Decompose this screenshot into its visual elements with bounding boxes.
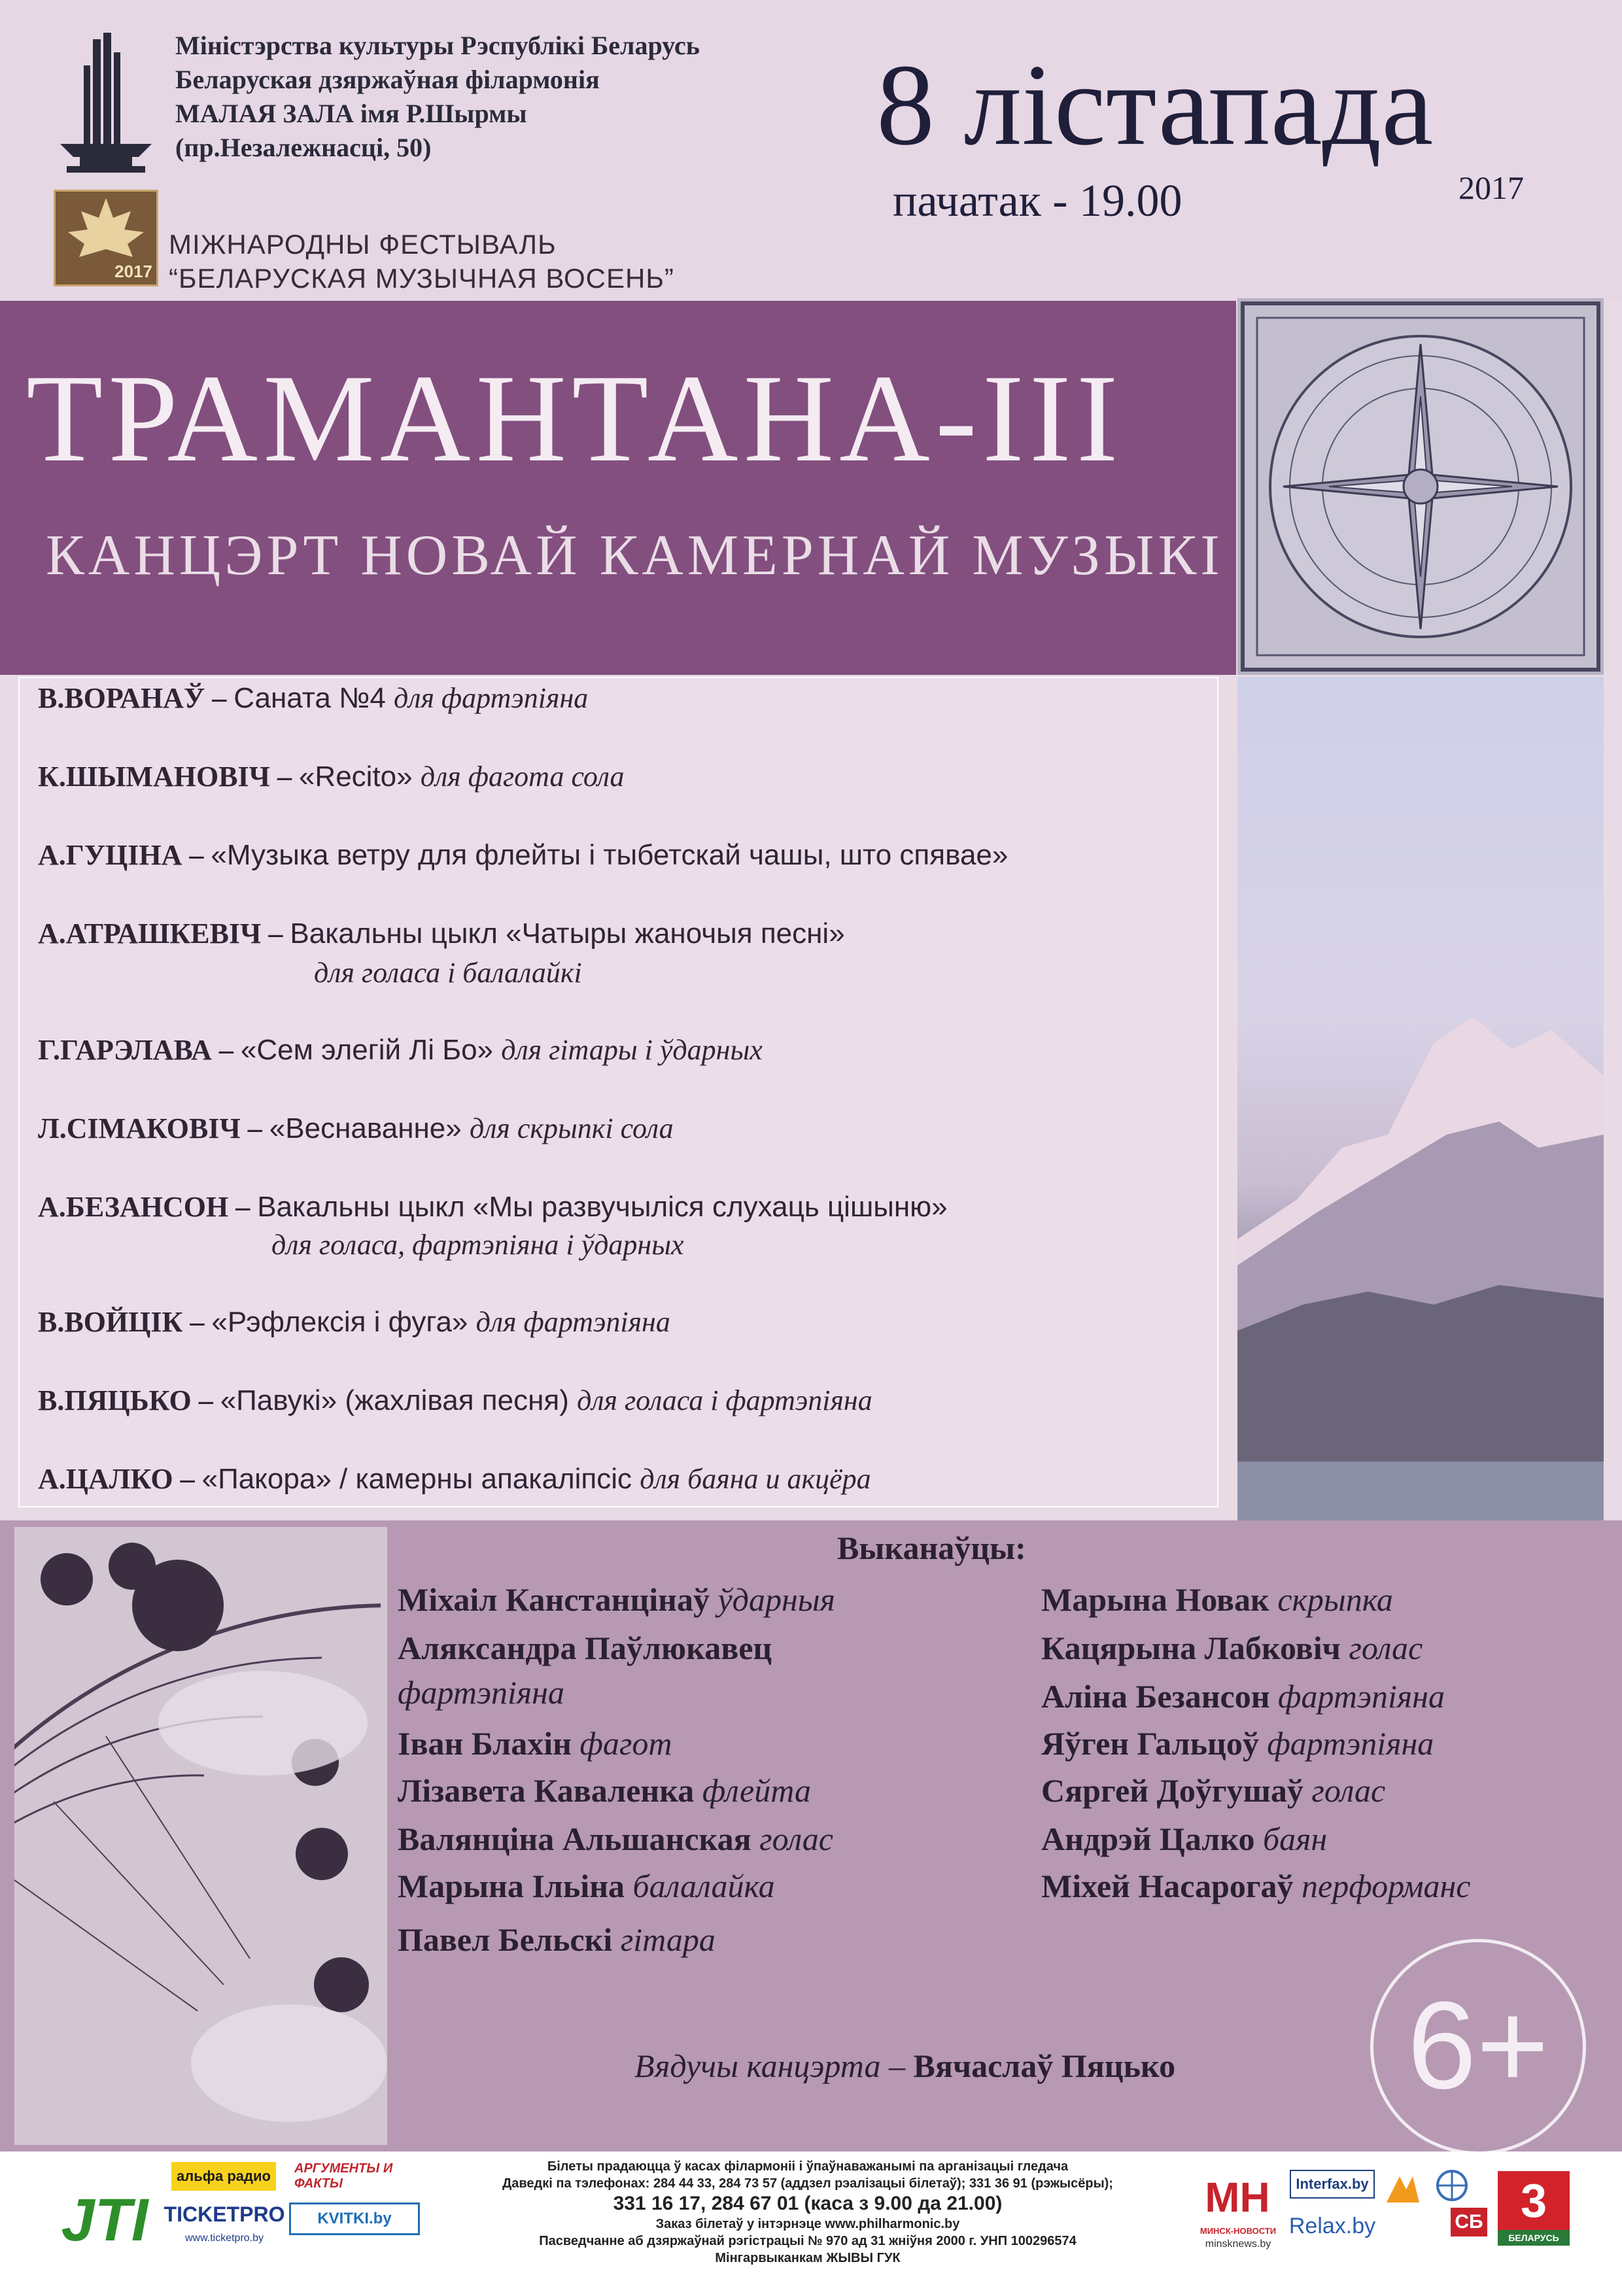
host-label: Вядучы канцэрта	[634, 2048, 881, 2084]
performer-name: Кацярына Лабковіч	[1041, 1630, 1341, 1666]
ticketpro-logo: TICKETPRO	[164, 2202, 285, 2226]
festival-line: МІЖНАРОДНЫ ФЕСТЫВАЛЬ	[169, 229, 557, 260]
performer-role: баян	[1254, 1821, 1328, 1857]
performer-role: фагот	[571, 1725, 672, 1762]
ticketpro-url: www.ticketpro.by	[184, 2233, 264, 2244]
performer	[398, 1581, 835, 1618]
concert-date: 8 лістапада	[876, 40, 1434, 169]
belarus3-logo: 3	[1498, 2171, 1570, 2231]
concert-title: ТРАМАНТАНА-III	[26, 349, 1124, 488]
work-title: «Сем элегій Лі Бо»	[240, 1034, 502, 1066]
instrumentation: для скрыпкі сола	[469, 1112, 674, 1144]
performer-name: Яўген Гальцоў	[1041, 1725, 1259, 1762]
organ-logo-icon	[54, 26, 158, 183]
program-item	[38, 1110, 674, 1147]
performer-role: голас	[751, 1821, 833, 1857]
performer-name: Марына Новак	[1041, 1581, 1269, 1618]
performer-role: перформанс	[1293, 1868, 1471, 1904]
performer	[398, 1725, 672, 1762]
composer: А.ЦАЛКО –	[38, 1463, 202, 1495]
performer	[398, 1921, 716, 1958]
minsknews-url: minsknews.by	[1205, 2238, 1271, 2250]
program-item	[38, 680, 588, 717]
mountain-icon	[1237, 677, 1604, 1520]
work-title: «Павукі» (жахлівая песня)	[220, 1384, 578, 1416]
org-line: МАЛАЯ ЗАЛА імя Р.Шырмы	[175, 99, 527, 128]
argumenty-fakty-logo: АРГУМЕНТЫ И ФАКТЫ	[294, 2161, 393, 2191]
instrumentation: для фартэпіяна	[475, 1306, 670, 1338]
performer-role: ўдарныя	[709, 1581, 835, 1618]
festival-name	[169, 228, 674, 296]
performer	[1041, 1678, 1445, 1715]
composer: В.ВОЙЦІК –	[38, 1306, 212, 1338]
performer-name: Аліна Безансон	[1041, 1678, 1270, 1715]
performer-role: скрыпка	[1269, 1581, 1393, 1618]
instrumentation: для гітары і ўдарных	[501, 1034, 763, 1066]
program-item	[38, 837, 1008, 874]
performer-name: Лізавета Каваленка	[398, 1772, 695, 1809]
ticket-phones: 331 16 17, 284 67 01 (каса з 9.00 да 21.00)	[613, 2193, 1003, 2214]
program-item	[38, 759, 625, 795]
performer-name: Валянціна Альшанская	[398, 1821, 751, 1857]
work-title: «Веснаванне»	[269, 1112, 470, 1144]
composer: Л.СІМАКОВІЧ –	[38, 1112, 269, 1144]
org-line: Беларуская дзяржаўная філармонія	[175, 65, 600, 94]
performer-name: Сяргей Доўгушаў	[1041, 1772, 1303, 1809]
winds-engraving-image	[14, 1527, 387, 2145]
wind-heads-icon	[14, 1527, 387, 2145]
performer-role: фартэпіяна	[1269, 1678, 1445, 1715]
work-title: Вакальны цыкл «Чатыры жаночыя песні»	[290, 917, 845, 950]
compass-rose-icon	[1237, 298, 1604, 675]
work-title: «Музыка ветру для флейты і тыбетскай чашы, што спявае»	[211, 839, 1009, 871]
host-name: Вячаслаў Пяцько	[913, 2048, 1176, 2084]
ticket-info-line: Заказ білетаў у інтэрнэце www.philharmonic.by	[655, 2217, 960, 2231]
composer: А.ГУЦІНА –	[38, 839, 211, 871]
performer-name: Марына Ільіна	[398, 1868, 625, 1904]
festival-badge	[54, 190, 158, 286]
performer-role: гітара	[612, 1921, 716, 1958]
mountain-photo	[1237, 677, 1604, 1520]
performer	[1041, 1772, 1385, 1809]
instrumentation: для голаса і балалайкі	[314, 957, 582, 989]
instrumentation: для голаса, фартэпіяна і ўдарных	[271, 1229, 684, 1261]
host-dash: –	[880, 2048, 914, 2084]
performer-role: фартэпіяна	[1258, 1725, 1434, 1762]
alfa-radio-logo: альфа радио	[171, 2162, 276, 2191]
ticket-info-line: Мінгарвыканкам ЖЫВЫ ГУК	[715, 2251, 901, 2265]
program-item	[38, 1304, 670, 1341]
work-title: Вакальны цыкл «Мы развучыліся слухаць цішыню»	[257, 1191, 948, 1223]
ticket-info	[432, 2158, 1184, 2267]
performer	[1041, 1581, 1393, 1618]
concert-subtitle: КАНЦЭРТ НОВАЙ КАМЕРНАЙ МУЗЫКІ	[46, 524, 1224, 587]
program-item	[38, 1382, 872, 1419]
instrumentation: для голаса і фартэпіяна	[577, 1384, 872, 1416]
performer	[398, 1630, 772, 1666]
performer	[1041, 1868, 1471, 1904]
performer	[398, 1772, 811, 1809]
performer	[398, 1868, 775, 1904]
performer-role: фартэпіяна	[398, 1674, 564, 1711]
composer: В.ПЯЦЬКО –	[38, 1384, 220, 1416]
concert-year: 2017	[1458, 169, 1524, 206]
performer-name: Міхей Насарогаў	[1041, 1868, 1294, 1904]
composer: К.ШЫМАНОВІЧ –	[38, 761, 299, 793]
work-title: Саната №4	[233, 682, 394, 714]
performer	[1041, 1821, 1327, 1857]
ticket-info-line: Даведкі па тэлефонах: 284 44 33, 284 73 57 (аддзел рэалізацыі білетаў); 331 36 91 (рэжысёры);	[502, 2176, 1113, 2191]
program-item	[38, 1032, 763, 1069]
organization-info	[175, 29, 700, 165]
concert-host	[634, 2047, 1175, 2085]
belarus3-sub: БЕЛАРУСЬ	[1498, 2230, 1570, 2246]
maple-leaf-icon	[56, 192, 156, 264]
start-time: пачатак - 19.00	[893, 176, 1182, 226]
jti-logo: JTI	[61, 2186, 148, 2253]
capital-tv-logo-icon	[1426, 2167, 1478, 2206]
interfax-logo: Interfax.by	[1290, 2170, 1375, 2199]
work-title: «Рэфлексія і фуга»	[211, 1306, 476, 1338]
performer-name: Аляксандра Паўлюкавец	[398, 1630, 772, 1666]
performer	[398, 1674, 564, 1711]
performer-name: Павел Бельскі	[398, 1921, 613, 1958]
instrumentation: для фартэпіяна	[394, 682, 589, 714]
composer: А.БЕЗАНСОН –	[38, 1191, 258, 1223]
performer-role: голас	[1340, 1630, 1423, 1666]
age-rating: 6+	[1407, 1976, 1549, 2115]
performer-role: флейта	[694, 1772, 811, 1809]
minsk-novosti-logo: МН	[1205, 2174, 1270, 2221]
performer-role: балалайка	[625, 1868, 775, 1904]
festival-badge-year: 2017	[114, 262, 152, 281]
performer-name: Іван Блахін	[398, 1725, 572, 1762]
composer: В.ВОРАНАЎ –	[38, 682, 234, 714]
instrumentation: для фагота сола	[420, 761, 625, 793]
program-item	[38, 1461, 871, 1498]
ticket-info-line: Пасведчанне аб дзяржаўнай рэгістрацыі № 970 ад 31 жніўня 2000 г. УНП 100296574	[539, 2234, 1077, 2248]
performers-heading: Выканаўцы:	[837, 1530, 1026, 1566]
sb-logo: СБ	[1451, 2208, 1487, 2236]
performer-name: Андрэй Цалко	[1041, 1821, 1255, 1857]
minsk-novosti-sub: МИНСК-НОВОСТИ	[1199, 2225, 1277, 2236]
performer	[1041, 1630, 1423, 1666]
work-title: «Recito»	[298, 761, 421, 793]
performer	[398, 1821, 833, 1857]
performer-role: голас	[1303, 1772, 1386, 1809]
kvitki-logo: KVITKI.by	[289, 2202, 420, 2235]
program-item	[38, 1189, 948, 1225]
instrumentation: для баяна и акцёра	[640, 1463, 871, 1495]
work-title: «Пакора» / камерны апакаліпсіс	[201, 1463, 640, 1495]
relax-logo: Relax.by	[1288, 2213, 1376, 2238]
composer: А.АТРАШКЕВІЧ –	[38, 917, 290, 950]
ticket-info-line: Білеты прадаюцца ў касах філармоніі і ўпаўнаважанымі па арганізацыі гледача	[547, 2159, 1069, 2174]
mtb-logo-icon	[1380, 2170, 1426, 2209]
performer-name: Міхаіл Канстанцінаў	[398, 1581, 710, 1618]
festival-line: “БЕЛАРУСКАЯ МУЗЫЧНАЯ ВОСЕНЬ”	[169, 263, 674, 294]
org-line: (пр.Незалежнасці, 50)	[175, 133, 432, 162]
org-line: Міністэрства культуры Рэспублікі Беларусь	[175, 31, 700, 60]
compass-engraving-image	[1237, 298, 1604, 675]
program-item	[38, 916, 845, 952]
performer	[1041, 1725, 1434, 1762]
composer: Г.ГАРЭЛАВА –	[38, 1034, 241, 1066]
